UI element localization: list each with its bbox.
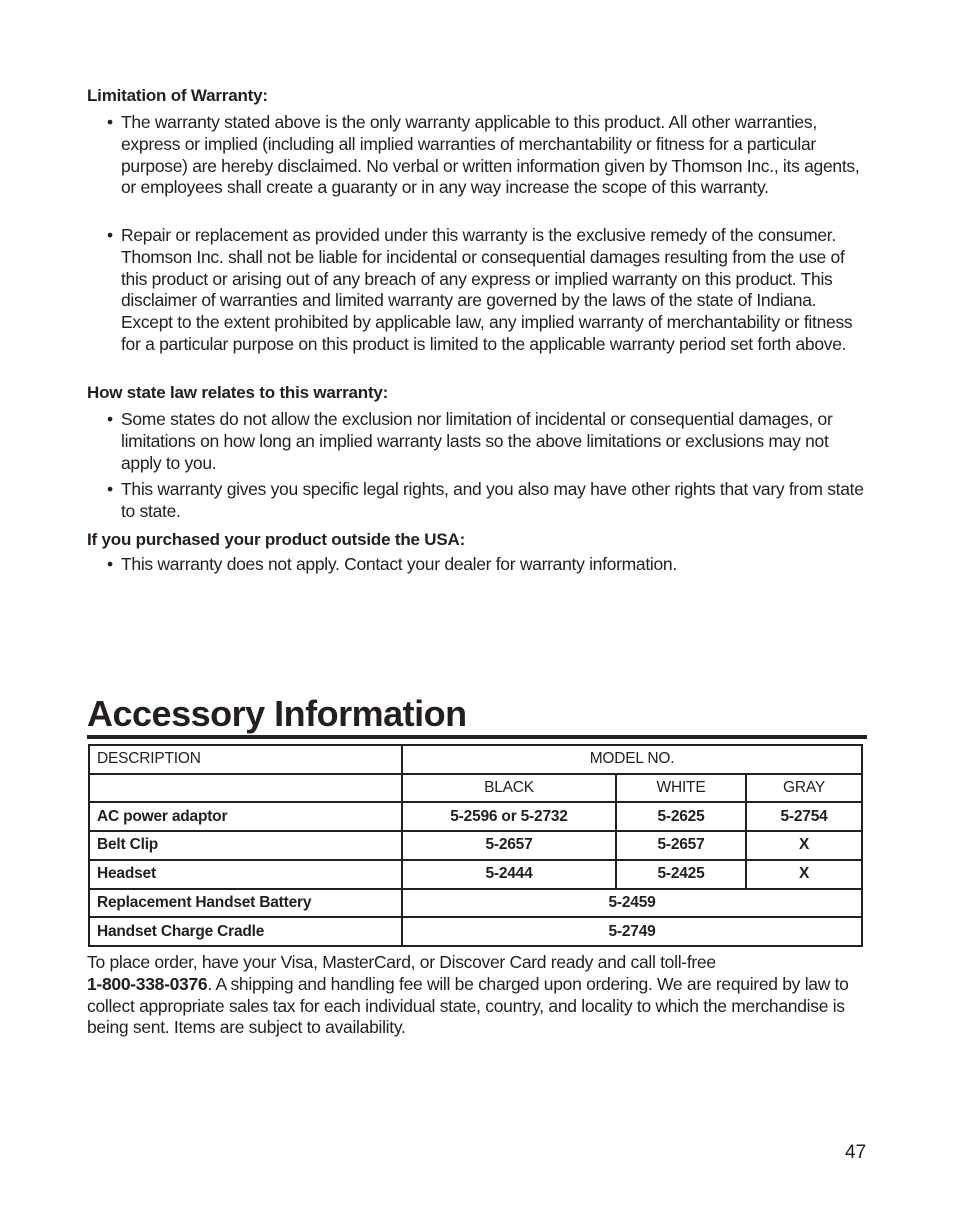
- order-phone-number: 1-800-338-0376: [87, 973, 208, 994]
- bullet-item: [107, 409, 867, 474]
- bullet-text: This warranty gives you specific legal rights, and you also may have other rights that vary from state to state.: [121, 479, 864, 521]
- header-white: WHITE: [616, 774, 746, 803]
- bullet-icon: •: [107, 409, 113, 429]
- bullet-item: [107, 479, 867, 523]
- header-black: BLACK: [402, 774, 616, 803]
- header-description: DESCRIPTION: [89, 745, 402, 774]
- bullet-icon: •: [107, 479, 113, 499]
- table-subheader-row: [89, 774, 862, 803]
- row-description: Replacement Handset Battery: [89, 889, 402, 918]
- table-row: [89, 802, 862, 831]
- cell-all-colors: 5-2749: [402, 917, 862, 946]
- row-description: AC power adaptor: [89, 802, 402, 831]
- cell-black: 5-2596 or 5-2732: [402, 802, 616, 831]
- bullet-text: This warranty does not apply. Contact your dealer for warranty information.: [121, 554, 677, 574]
- page-number: 47: [845, 1142, 867, 1163]
- cell-white: 5-2657: [616, 831, 746, 860]
- section-heading-limitation: Limitation of Warranty:: [87, 86, 268, 105]
- bullet-icon: •: [107, 112, 113, 132]
- row-description: Headset: [89, 860, 402, 889]
- cell-gray: X: [746, 831, 862, 860]
- order-rest-text: . A shipping and handling fee will be charged upon ordering. We are required by law to collect appropriate sales tax for each individual state, country, and locality to which the merchandise is being sent. Items are subject to availability.: [87, 973, 849, 1038]
- cell-black: 5-2444: [402, 860, 616, 889]
- table-row: [89, 831, 862, 860]
- row-description: Belt Clip: [89, 831, 402, 860]
- table-cell: [89, 774, 402, 803]
- accessory-table: [88, 744, 863, 947]
- bullet-item: [107, 112, 867, 199]
- section-heading-outside-usa: If you purchased your product outside the USA:: [87, 530, 466, 549]
- bullet-item: [107, 225, 867, 356]
- bullet-text: Repair or replacement as provided under this warranty is the exclusive remedy of the consumer. Thomson Inc. shall not be liable for incidental or consequential damages resulting from the use of this product or arising out of any breach of any express or implied warranty on this product. This disclaimer of warranties and limited warranty are governed by the laws of the state of Indiana. Except to the extent prohibited by applicable law, any implied warranty of merchantability or fitness for a particular purpose on this product is limited to the applicable warranty period set forth above.: [121, 225, 853, 354]
- bullet-icon: •: [107, 554, 113, 574]
- cell-all-colors: 5-2459: [402, 889, 862, 918]
- cell-white: 5-2625: [616, 802, 746, 831]
- bullet-item: [107, 554, 867, 576]
- table-row: [89, 917, 862, 946]
- header-model-no: MODEL NO.: [402, 745, 862, 774]
- section-heading-state-law: How state law relates to this warranty:: [87, 383, 389, 402]
- title-rule: [87, 735, 867, 739]
- table-row: [89, 889, 862, 918]
- cell-black: 5-2657: [402, 831, 616, 860]
- order-lead-text: To place order, have your Visa, MasterCard, or Discover Card ready and call toll-free: [87, 952, 716, 972]
- cell-white: 5-2425: [616, 860, 746, 889]
- row-description: Handset Charge Cradle: [89, 917, 402, 946]
- table-row: [89, 860, 862, 889]
- order-instructions: [87, 952, 862, 1039]
- table-header-row: [89, 745, 862, 774]
- header-gray: GRAY: [746, 774, 862, 803]
- cell-gray: X: [746, 860, 862, 889]
- bullet-text: The warranty stated above is the only warranty applicable to this product. All other warranties, express or implied (including all implied warranties of merchantability or fitness for a particular purpose) are hereby disclaimed. No verbal or written information given by Thomson Inc., its agents, or employees shall create a guaranty or in any way increase the scope of this warranty.: [121, 112, 860, 198]
- cell-gray: 5-2754: [746, 802, 862, 831]
- bullet-text: Some states do not allow the exclusion nor limitation of incidental or consequential damages, or limitations on how long an implied warranty lasts so the above limitations or exclusions may not apply to you.: [121, 409, 833, 473]
- bullet-icon: •: [107, 225, 113, 245]
- page-title: Accessory Information: [87, 693, 467, 734]
